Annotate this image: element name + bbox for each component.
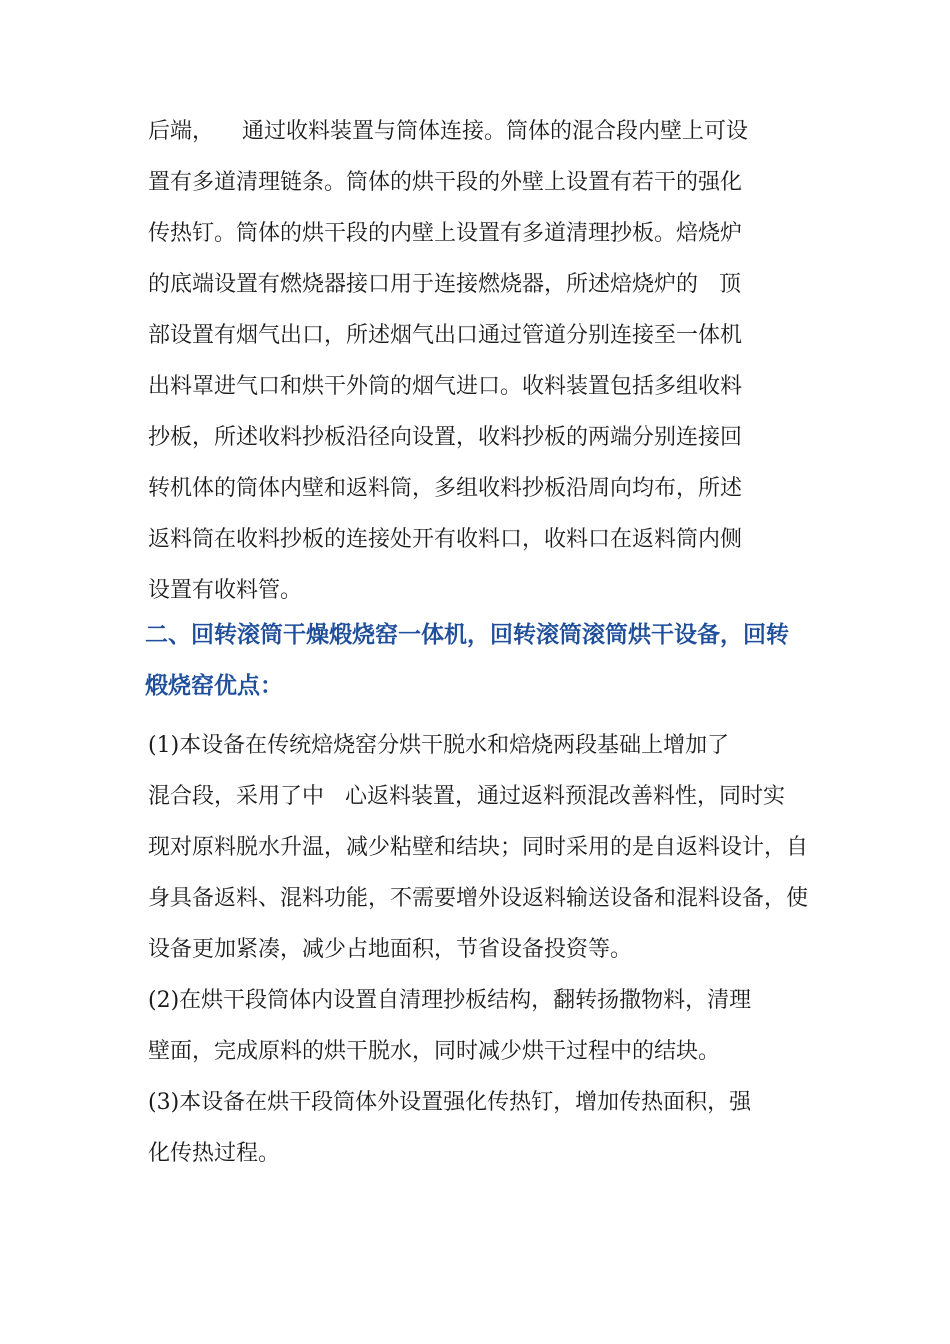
intro-line: 转机体的筒体内壁和返料筒，多组收料抄板沿周向均布，所述 [148, 476, 743, 501]
intro-line: 返料筒在收料抄板的连接处开有收料口，收料口在返料筒内侧 [148, 527, 743, 552]
intro-line: 传热钉。筒体的烘干段的内壁上设置有多道清理抄板。焙烧炉 [148, 221, 743, 246]
advantage-line: (2)在烘干段筒体内设置自清理抄板结构，翻转扬撒物料，清理 [148, 988, 752, 1013]
intro-line: 置有多道清理链条。筒体的烘干段的外壁上设置有若干的强化 [148, 170, 743, 195]
advantage-line: (1)本设备在传统焙烧窑分烘干脱水和焙烧两段基础上增加了 [148, 733, 730, 758]
intro-line: 的底端设置有燃烧器接口用于连接燃烧器，所述焙烧炉的 顶 [148, 272, 741, 297]
advantage-line: 化传热过程。 [148, 1141, 281, 1166]
intro-line: 部设置有烟气出口，所述烟气出口通过管道分别连接至一体机 [148, 323, 743, 348]
advantage-line: (3)本设备在烘干段筒体外设置强化传热钉，增加传热面积，强 [148, 1090, 752, 1115]
intro-line: 抄板，所述收料抄板沿径向设置，收料抄板的两端分别连接回 [148, 425, 743, 450]
section-heading-line: 二、回转滚筒干燥煅烧窑一体机，回转滚筒滚筒烘干设备，回转 [145, 622, 789, 648]
section-heading-line: 煅烧窑优点： [145, 673, 283, 699]
intro-line: 设置有收料管。 [148, 578, 303, 603]
intro-line: 出料罩进气口和烘干外筒的烟气进口。收料装置包括多组收料 [148, 374, 743, 399]
advantage-line: 混合段，采用了中 心返料装置，通过返料预混改善料性，同时实 [148, 784, 785, 809]
advantage-line: 壁面，完成原料的烘干脱水，同时减少烘干过程中的结块。 [148, 1039, 721, 1064]
intro-line: 后端， 通过收料装置与筒体连接。筒体的混合段内壁上可设 [148, 119, 748, 144]
advantage-line: 身具备返料、混料功能，不需要增外设返料输送设备和混料设备，使 [148, 886, 809, 911]
advantage-line: 设备更加紧凑，减少占地面积，节省设备投资等。 [148, 937, 633, 962]
advantage-line: 现对原料脱水升温，减少粘壁和结块；同时采用的是自返料设计，自 [148, 835, 809, 860]
